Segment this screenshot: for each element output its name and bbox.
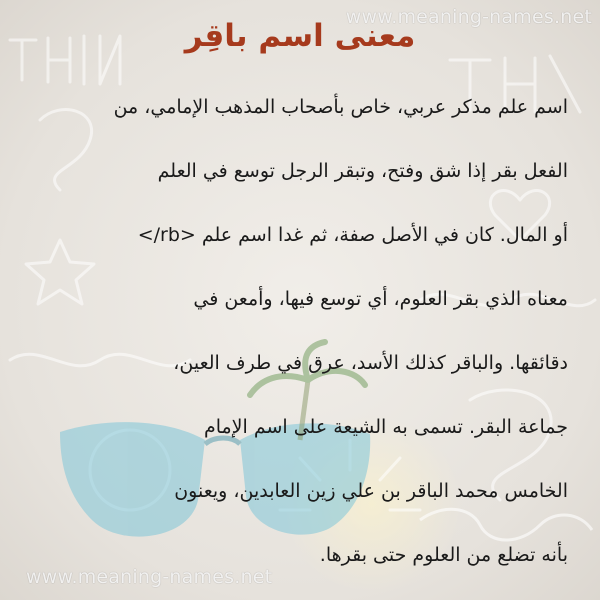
text-line: الخامس محمد الباقر بن علي زين العابدين، ويعنون <box>174 480 568 502</box>
text-line: أو المال. كان في الأصل صفة، ثم غدا اسم علم <rb/> <box>137 224 568 246</box>
text-line: دقائقها. والباقر كذلك الأسد، عرق في طرف العين، <box>173 352 568 374</box>
text-line: اسم علم مذكر عربي، خاص بأصحاب المذهب الإمامي، من <box>113 96 568 118</box>
watermark-top: www.meaning-names.net <box>345 6 592 28</box>
meaning-text <box>30 92 568 600</box>
watermark-bottom: www.meaning-names.net <box>26 566 273 588</box>
page-title: معنى اسم باقِر <box>184 18 416 54</box>
text-line: جماعة البقر. تسمى به الشيعة على اسم الإمام <box>203 416 568 438</box>
text-line: بأنه تضلع من العلوم حتى بقرها. <box>319 544 568 566</box>
text-line: معناه الذي بقر العلوم، أي توسع فيها، وأمعن في <box>193 288 568 310</box>
text-line: الفعل بقر إذا شق وفتح، وتبقر الرجل توسع في العلم <box>157 160 568 182</box>
